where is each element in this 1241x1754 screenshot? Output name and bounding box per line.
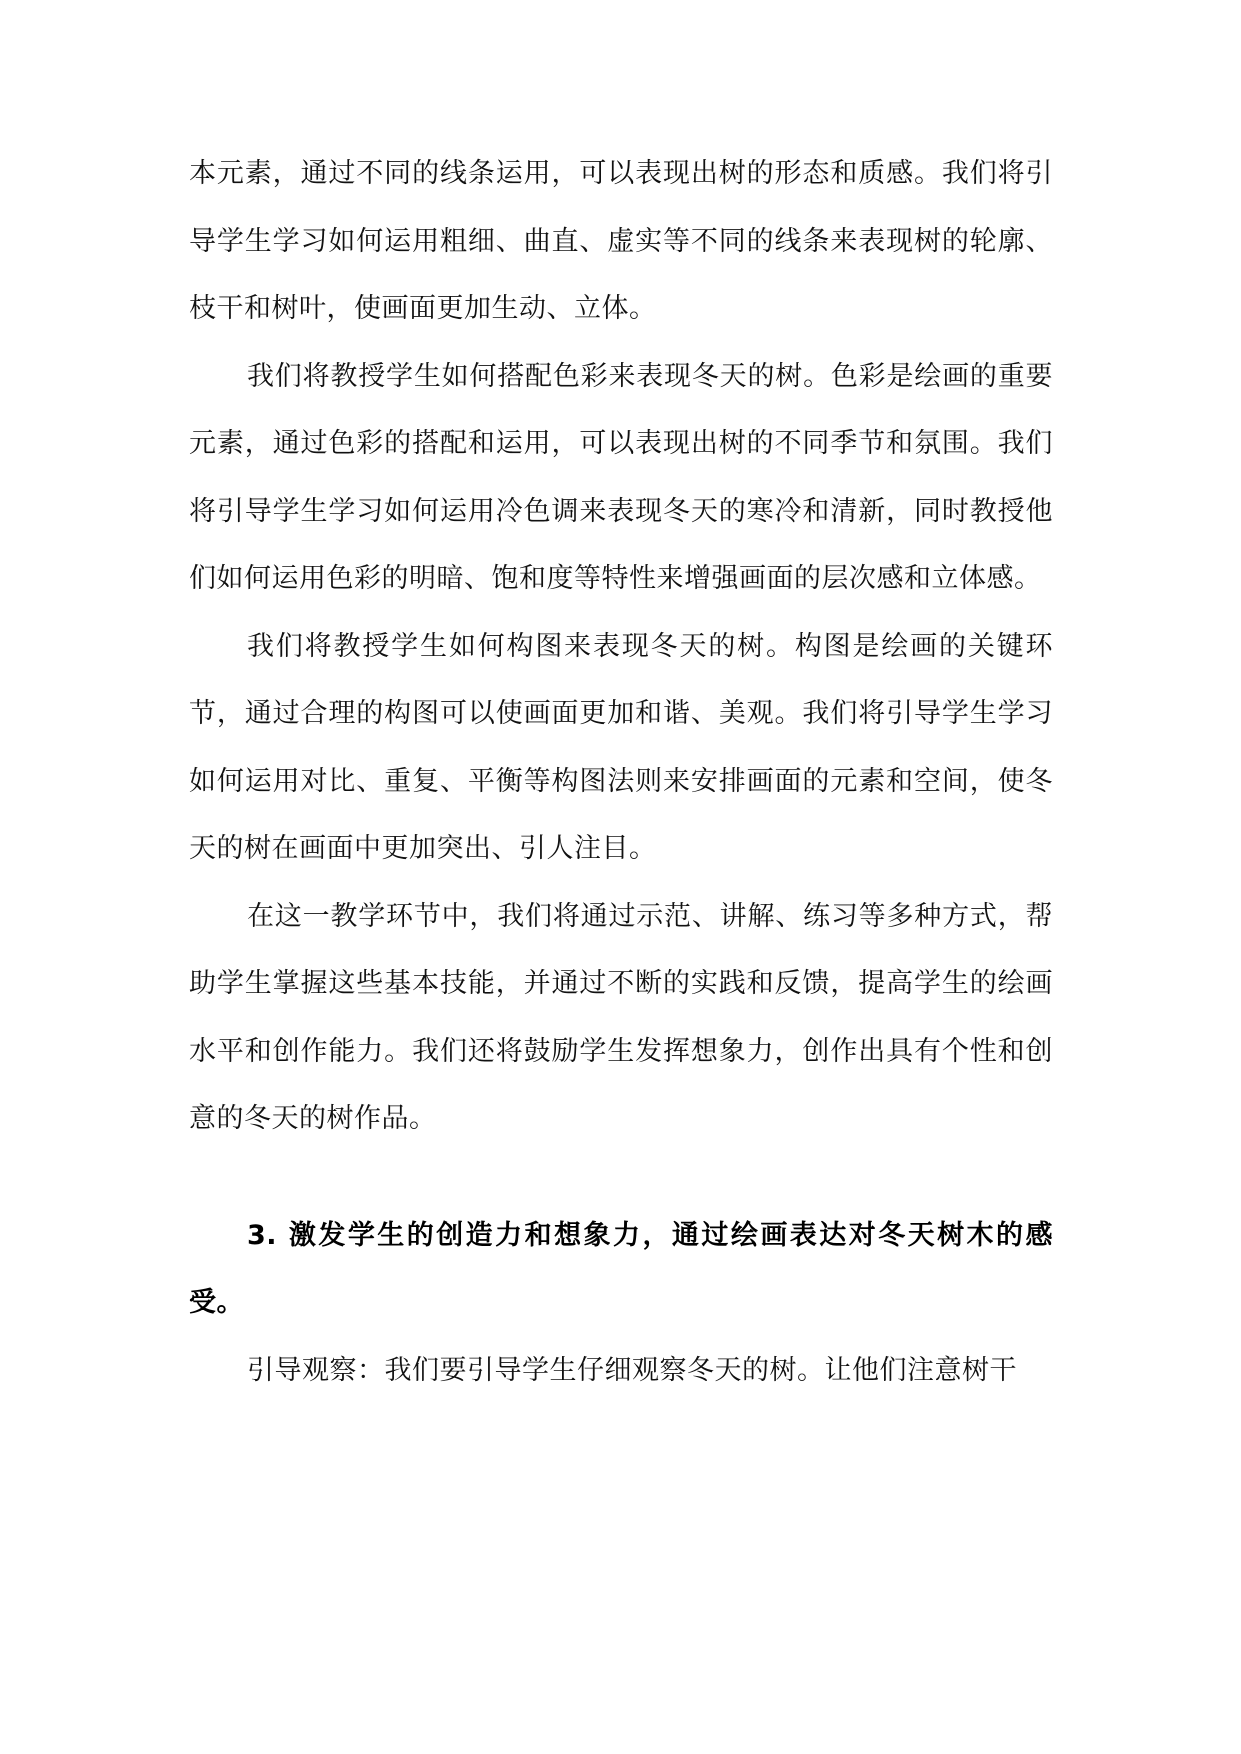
document-body xyxy=(189,140,1053,1404)
paragraph-line-elements: 本元素，通过不同的线条运用，可以表现出树的形态和质感。我们将引导学生学习如何运用粗细、曲直、虚实等不同的线条来表现树的轮廓、枝干和树叶，使画面更加生动、立体。 xyxy=(189,158,1053,324)
paragraph-guided-observation: 引导观察：我们要引导学生仔细观察冬天的树。让他们注意树干 xyxy=(247,1354,1017,1386)
paragraph-color: 我们将教授学生如何搭配色彩来表现冬天的树。色彩是绘画的重要元素，通过色彩的搭配和运用，可以表现出树的不同季节和氛围。我们将引导学生学习如何运用冷色调来表现冬天的寒冷和清新，同时教授他们如何运用色彩的明暗、饱和度等特性来增强画面的层次感和立体感。 xyxy=(189,360,1053,594)
paragraph-teaching-methods: 在这一教学环节中，我们将通过示范、讲解、练习等多种方式，帮助学生掌握这些基本技能，并通过不断的实践和反馈，提高学生的绘画水平和创作能力。我们还将鼓励学生发挥想象力，创作出具有个性和创意的冬天的树作品。 xyxy=(189,900,1053,1134)
section-heading: 3. 激发学生的创造力和想象力，通过绘画表达对冬天树木的感受。 xyxy=(189,1219,1053,1318)
paragraph-composition: 我们将教授学生如何构图来表现冬天的树。构图是绘画的关键环节，通过合理的构图可以使画面更加和谐、美观。我们将引导学生学习如何运用对比、重复、平衡等构图法则来安排画面的元素和空间，使冬天的树在画面中更加突出、引人注目。 xyxy=(189,630,1053,864)
